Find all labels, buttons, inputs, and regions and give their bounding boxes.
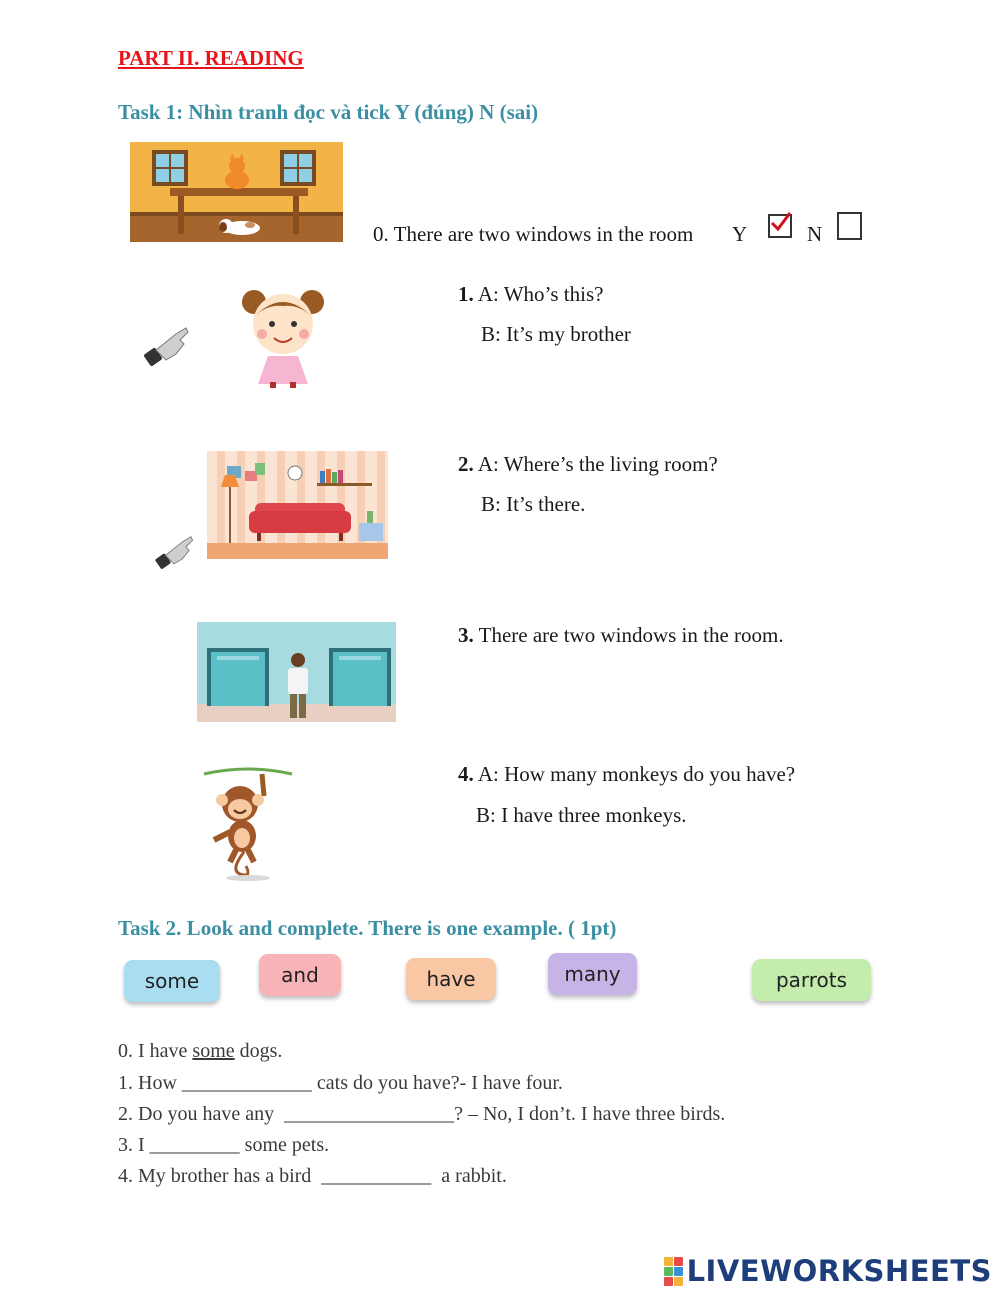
- task2-line-1: [118, 1072, 563, 1095]
- logo-text: LIVEWORKSHEETS: [686, 1254, 992, 1288]
- line3-before: 3. I: [118, 1134, 145, 1156]
- example-sentence: 0. There are two windows in the room: [373, 222, 694, 246]
- n-checkbox[interactable]: [837, 212, 862, 240]
- line2-before: 2. Do you have any: [118, 1103, 275, 1125]
- example-before: . I have: [128, 1040, 193, 1062]
- task1-title: Task 1: Nhìn tranh đọc và tick Y (đúng) N (sai): [118, 100, 539, 124]
- line2-blank[interactable]: _________________: [284, 1103, 455, 1125]
- example-after: dogs.: [234, 1040, 283, 1062]
- liveworksheets-logo[interactable]: [664, 1254, 992, 1288]
- word-chip-and[interactable]: and: [259, 954, 341, 996]
- line3-after: some pets.: [244, 1134, 330, 1156]
- item2-number: 2.: [458, 452, 474, 476]
- word-chip-parrots[interactable]: parrots: [752, 959, 871, 1001]
- item3-number: 3.: [458, 623, 474, 647]
- task2-line-4: [118, 1165, 507, 1188]
- item2-line1: [458, 452, 718, 477]
- item4-number: 4.: [458, 762, 474, 786]
- item4-line1: [458, 762, 795, 787]
- word-chip-many[interactable]: many: [548, 953, 637, 995]
- n-label: N: [807, 222, 823, 246]
- example-answer: some: [192, 1040, 235, 1062]
- task2-example: [118, 1040, 282, 1063]
- girl-image: [210, 280, 388, 390]
- room-cat-dog-image: [130, 142, 343, 242]
- item1-question: A: Who’s this?: [477, 282, 604, 306]
- pointing-hand-icon: [152, 530, 196, 579]
- item3-line: [458, 623, 784, 648]
- doors-image: [197, 622, 396, 722]
- pointing-hand-icon: [140, 320, 192, 377]
- line4-after: a rabbit.: [441, 1165, 507, 1187]
- task2-line-3: [118, 1134, 329, 1157]
- line2-after: ? – No, I don’t. I have three birds.: [454, 1103, 726, 1125]
- y-checkbox[interactable]: [768, 214, 792, 238]
- item2-answer: B: It’s there.: [481, 492, 586, 516]
- item1-line1: [458, 282, 603, 307]
- task2-line-2: [118, 1103, 725, 1126]
- item1-answer: B: It’s my brother: [481, 322, 631, 346]
- example-number: 0: [118, 1040, 128, 1062]
- line4-before: 4. My brother has a bird: [118, 1165, 312, 1187]
- item4-question: A: How many monkeys do you have?: [477, 762, 796, 786]
- item3-statement: There are two windows in the room.: [478, 623, 784, 647]
- item2-question: A: Where’s the living room?: [477, 452, 718, 476]
- logo-blocks-icon: [664, 1257, 683, 1286]
- y-label: Y: [732, 222, 748, 246]
- living-room-image: [207, 451, 388, 559]
- line3-blank[interactable]: _________: [149, 1134, 240, 1156]
- checkmark-icon: [768, 210, 792, 234]
- item1-number: 1.: [458, 282, 474, 306]
- monkey-image: [200, 766, 296, 882]
- line1-after: cats do you have?- I have four.: [316, 1072, 563, 1094]
- line1-before: 1. How: [118, 1072, 177, 1094]
- word-chip-have[interactable]: have: [406, 958, 496, 1000]
- part-title: PART II. READING: [118, 46, 304, 70]
- item4-answer: B: I have three monkeys.: [476, 803, 687, 827]
- line1-blank[interactable]: _____________: [181, 1072, 312, 1094]
- word-chip-some[interactable]: some: [124, 960, 220, 1002]
- line4-blank[interactable]: ___________: [321, 1165, 432, 1187]
- task2-title: Task 2. Look and complete. There is one example. ( 1pt): [118, 916, 617, 940]
